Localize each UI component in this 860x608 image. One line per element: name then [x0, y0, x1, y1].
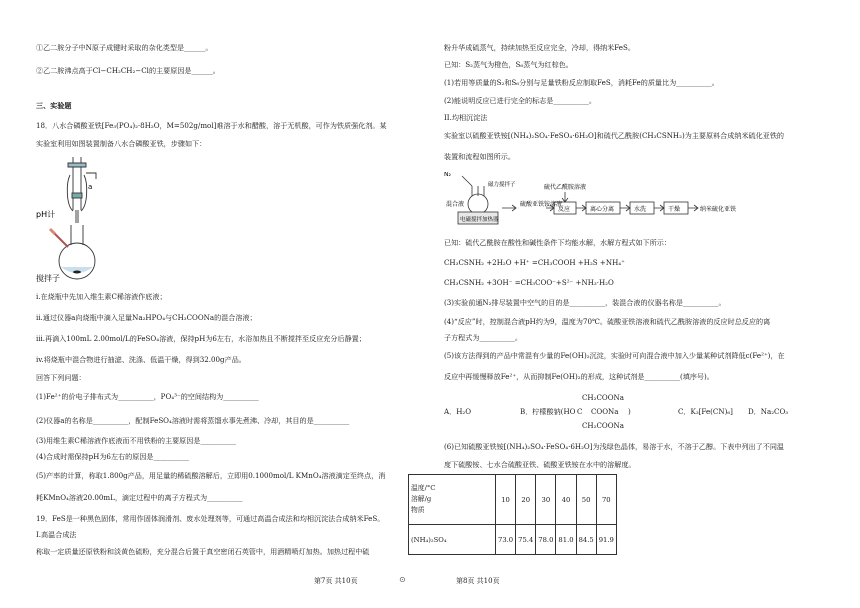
right-line-5: II.均相沉淀法 — [444, 113, 488, 122]
option-a: A．H₂O — [444, 407, 472, 416]
equation-2: CH₃CSNH₂ +3OH⁻ =CH₃COO⁻+S²⁻ +NH₃·H₂O — [444, 278, 614, 287]
step-1: i.在烧瓶中先加入维生素C稀溶液作底液； — [36, 292, 167, 301]
right-line-2: 已知：S₂蒸气为橙色，S₆蒸气为红棕色。 — [444, 60, 573, 69]
solubility-table — [408, 474, 617, 555]
table-temp: 40 — [556, 475, 576, 525]
q3: (3)实验前通N₂排尽装置中空气的目的是__________，装混合液的仪器名称是__________。 — [444, 298, 726, 307]
right-line-4: (2)能说明反应已进行完全的标志是__________。 — [444, 96, 596, 105]
table-temp: 50 — [576, 475, 596, 525]
q5-line-2: 反应中再缓慢释放Fe²⁺，从而抑制Fe(OH)₂的形成，这种试剂是__________(填序号)。 — [444, 372, 714, 381]
option-d: D．Na₂CO₃ — [748, 407, 789, 416]
table-cell: 73.0 — [496, 525, 516, 555]
q18-intro-line-1: 18．八水合磷酸亚铁[Fe₃(PO₄)₂·8H₂O，M=502g/mol]难溶于水和醋酸，溶于无机酸，可作为铁质强化剂。某 — [36, 121, 387, 130]
table-header-temp: 温度/°C — [411, 484, 436, 492]
table-cell: 78.0 — [536, 525, 556, 555]
q4-line-2: 子方程式为__________。 — [444, 333, 523, 342]
page-footer-left: 第7页 共10页 — [314, 577, 358, 585]
right-line-6: 实验室以硫酸亚铁铵[(NH₄)₂SO₄·FeSO₄·6H₂O]和硫代乙酰胺(CH₃CSNH₂)为主要原料合成纳米硫化亚铁的 — [444, 131, 785, 140]
q18-question-1: (1)Fe²⁺的价电子排布式为__________，PO₄³⁻的空间结构为__________ — [36, 392, 259, 401]
step-2: ii.通过仪器a向烧瓶中滴入足量Na₂HPO₄与CH₃COONa的混合溶液； — [36, 313, 257, 322]
table-cell: 81.0 — [556, 525, 576, 555]
flow-stir-label: 磁力搅拌子 — [488, 182, 516, 188]
flow-reagent-label: 硫代乙酰胺溶液 — [544, 184, 587, 191]
label-ph-meter: pH计 — [36, 210, 56, 219]
table-temp: 30 — [536, 475, 556, 525]
option-c: C．K₃[Fe(CN)₆] — [678, 407, 733, 416]
q5-line-1: (5)该方法得到的产品中常混有少量的Fe(OH)₂沉淀，实验时可向混合液中加入少量某种试剂降低c(Fe²⁺)，在 — [444, 351, 785, 360]
q18-question-5-cont: 耗KMnO₄溶液20.00mL，滴定过程中的离子方程式为__________ — [36, 493, 243, 502]
table-row — [409, 525, 617, 555]
table-temp: 70 — [596, 475, 616, 525]
table-temp: 20 — [516, 475, 536, 525]
q19-text: 称取一定质量还原铁粉和淡黄色硫粉，充分混合后置于真空密闭石英管中，用酒精喷灯加热。加热过程中硫 — [36, 547, 370, 556]
q6-line-1: (6)已知硫酸亚铁铵[(NH₄)₂SO₄·FeSO₄·6H₂O]为浅绿色晶体，易溶于水，不溶于乙醇。下表中列出了不同温 — [444, 442, 785, 451]
label-stirrer: 搅拌子 — [36, 274, 60, 283]
q18-question-3: (3)用维生素C稀溶液作底液而不用铁粉的主要原因是__________ — [36, 436, 236, 445]
flow-diagram — [444, 172, 744, 234]
right-line-7: 装置和流程如图所示。 — [444, 152, 515, 161]
table-header-substance: 物质 — [411, 506, 425, 514]
flow-step-dry: 干燥 — [668, 206, 681, 213]
option-b-bottom: CH₂COONa — [582, 421, 624, 430]
q18-question-2: (2)仪器a的名称是__________，配制FeSO₄溶液时需将蒸馏水事先煮沸、冷却，其目的是__________ — [36, 416, 350, 425]
option-b: B．柠檬酸钠(HO — [520, 407, 576, 416]
table-cell: 75.4 — [516, 525, 536, 555]
equation-1: CH₃CSNH₂ +2H₂O +H⁺ =CH₃COOH +H₂S +NH₄⁺ — [444, 258, 625, 267]
flow-heater-label: 电磁搅拌加热器 — [460, 217, 499, 223]
apparatus-figure — [36, 155, 116, 285]
page-divider-icon: ⊙ — [399, 575, 406, 584]
step-3: iii.再滴入100mL 2.00mol/L的FeSO₄溶液，保持pH为6左右，水浴加热且不断搅拌至反应充分后静置； — [36, 334, 366, 343]
right-line-1: 粉升华成硫蒸气，持续加热至反应完全，冷却，得纳米FeS。 — [444, 43, 635, 52]
table-row-name: (NH₄)₂SO₄ — [409, 525, 496, 555]
step-4: iv.将烧瓶中混合物进行抽滤、洗涤、低温干燥，得到32.00g产品。 — [36, 355, 246, 364]
section-title: 三、实验题 — [36, 101, 72, 110]
q18-question-5: (5)产率的计算，称取1.800g产品，用足量的稀硫酸溶解后，立即用0.1000mol/L KMnO₄溶液滴定至终点，消 — [36, 471, 386, 480]
known-hydrolysis: 已知：硫代乙酰胺在酸性和碱性条件下均能水解，水解方程式如下所示： — [444, 238, 671, 247]
flow-step-wash: 水洗 — [634, 206, 647, 213]
option-b-end: ) — [628, 407, 631, 416]
page-footer-right: 第8页 共10页 — [456, 577, 500, 585]
label-a: a — [88, 183, 93, 191]
q19-intro: 19．FeS是一种黑色固体，常用作固体润滑剂、废水处理剂等，可通过高温合成法和均相沉淀法合成纳米FeS。 — [36, 514, 385, 523]
flow-step-centrifuge: 离心分离 — [590, 206, 615, 213]
option-b-mid2: COONa — [591, 407, 619, 416]
flow-mix-label: 混合液 — [446, 201, 465, 208]
right-line-3: (1)若用等质量的S₂和S₆分别与足量铁粉反应制取FeS，消耗Fe的质量比为__________。 — [444, 78, 719, 87]
q19-subtitle: I.高温合成法 — [36, 530, 77, 539]
q17-item-1: ①乙二胺分子中N原子成键时采取的杂化类型是______。 — [36, 43, 213, 52]
flow-source-label: 硫酸亚铁铵溶液 — [520, 201, 563, 208]
q18-intro-line-2: 实验室利用如图装置制备八水合磷酸亚铁，步骤如下： — [36, 139, 207, 148]
option-b-mid: C — [577, 407, 583, 416]
q6-line-2: 度下硫酸铵、七水合硫酸亚铁、硫酸亚铁铵在水中的溶解度。 — [444, 460, 636, 469]
option-b-top: CH₂COONa — [582, 393, 624, 402]
q4-line-1: (4)“反应”时，控制混合液pH约为9，温度为70℃。硫酸亚铁溶液和硫代乙酰胺溶液的反应时总反应的离 — [444, 317, 771, 326]
table-cell: 91.9 — [596, 525, 616, 555]
table-temp: 10 — [496, 475, 516, 525]
flow-step-react: 反应 — [558, 206, 571, 213]
q17-item-2: ②乙二胺沸点高于Cl−CH₂CH₂−Cl的主要原因是______。 — [36, 66, 220, 75]
table-header-sol: 溶解/g — [411, 495, 432, 503]
q18-question-4: (4)合成时需保持pH为6左右的原因是__________ — [36, 452, 189, 461]
answer-prompt: 回答下列问题： — [36, 373, 86, 382]
flow-n2-label: N₂ — [444, 172, 451, 178]
table-cell: 84.5 — [576, 525, 596, 555]
stir-bar-icon — [73, 271, 81, 274]
flow-product: 纳米硫化亚铁 — [700, 206, 737, 213]
table-header-cell — [409, 475, 496, 525]
